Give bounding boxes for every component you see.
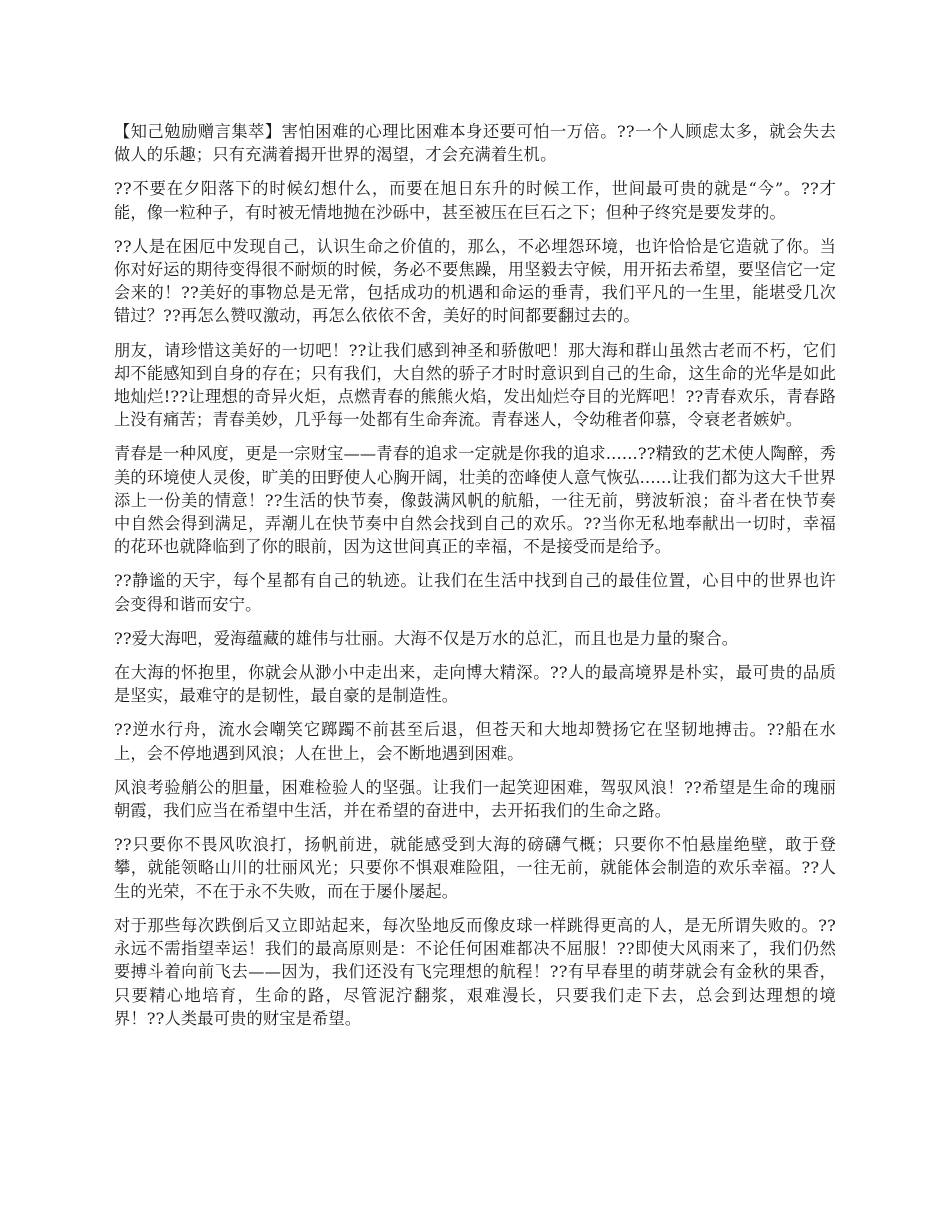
paragraph: ??只要你不畏风吹浪打，扬帆前进，就能感受到大海的磅礴气概；只要你不怕悬崖绝壁，敢于登攀，就能领略山川的壮丽风光；只要你不惧艰难险阻，一往无前，就能体会制造的欢乐幸福。??人生的光荣，不在于永不失败，而在于屡仆屡起。 (114, 835, 836, 901)
paragraph: ??不要在夕阳落下的时候幻想什么，而要在旭日东升的时候工作，世间最可贵的就是“今”。??才能，像一粒种子，有时被无情地抛在沙砾中，甚至被压在巨石之下；但种子终究是要发芽的。 (114, 179, 836, 222)
paragraph: 风浪考验艄公的胆量，困难检验人的坚强。让我们一起笑迎困难，驾驭风浪！??希望是生命的瑰丽朝霞，我们应当在希望中生活，并在希望的奋进中，去开拓我们的生命之路。 (114, 777, 836, 821)
paragraph: ??爱大海吧，爱海蕴藏的雄伟与壮丽。大海不仅是万水的总汇，而且也是力量的聚合。 (114, 628, 739, 648)
paragraph: 对于那些每次跌倒后又立即站起来，每次坠地反而像皮球一样跳得更高的人，是无所谓失败的。??永远不需指望幸运！我们的最高原则是：不论任何困难都决不屈服！??即使大风雨来了，我们仍然要搏斗着向前飞去——因为，我们还没有飞完理想的航程！??有早春里的萌芽就会有金秋的果香，只要精心地培育，生命的路，尽管泥泞翻浆，艰难漫长，只要我们走下去，总会到达理想的境界！??人类最可贵的财宝是希望。 (114, 915, 836, 1028)
paragraph: ??逆水行舟，流水会嘲笑它踯躅不前甚至后退，但苍天和大地却赞扬它在坚韧地搏击。??船在水上，会不停地遇到风浪；人在世上，会不断地遇到困难。 (114, 720, 836, 763)
paragraph: 在大海的怀抱里，你就会从渺小中走出来，走向博大精深。??人的最高境界是朴实，最可贵的品质是坚实，最难守的是韧性，最自豪的是制造性。 (114, 663, 836, 706)
document-body (114, 120, 836, 1041)
paragraph: ??静谧的天宇，每个星都有自己的轨迹。让我们在生活中找到自己的最佳位置，心目中的世界也许会变得和谐而安宁。 (114, 571, 836, 614)
paragraph: 【知己勉励赠言集萃】害怕困难的心理比困难本身还要可怕一万倍。??一个人顾虑太多，就会失去做人的乐趣；只有充满着揭开世界的渴望，才会充满着生机。 (114, 122, 836, 165)
paragraph: 青春是一种风度，更是一宗财宝——青春的追求一定就是你我的追求......??精致的艺术使人陶醉，秀美的环境使人灵俊，旷美的田野使人心胸开阔，壮美的峦峰使人意气恢弘......让我们都为这大千世界添上一份美的情意！??生活的快节奏，像鼓满风帆的航船，一往无前，劈波斩浪；奋斗者在快节奏中自然会得到满足，弄潮儿在快节奏中自然会找到自己的欢乐。??当你无私地奉献出一切时，幸福的花环也就降临到了你的眼前，因为这世间真正的幸福，不是接受而是给予。 (114, 444, 836, 557)
paragraph: 朋友，请珍惜这美好的一切吧！??让我们感到神圣和骄傲吧！那大海和群山虽然古老而不朽，它们却不能感知到自身的存在；只有我们，大自然的骄子才时时意识到自己的生命，这生命的光华是如此地灿烂!??让理想的奇异火炬，点燃青春的熊熊火焰，发出灿烂夺目的光辉吧！??青春欢乐，青春路上没有痛苦；青春美妙，几乎每一处都有生命奔流。青春迷人，令幼稚者仰慕，令衰老者嫉妒。 (114, 340, 836, 430)
paragraph: ??人是在困厄中发现自己，认识生命之价值的，那么，不必埋怨环境，也许恰恰是它造就了你。当你对好运的期待变得很不耐烦的时候，务必不要焦躁，用坚毅去守候，用开拓去希望，要坚信它一定会来的！??美好的事物总是无常，包括成功的机遇和命运的垂青，我们平凡的一生里，能堪受几次错过？??再怎么赞叹激动，再怎么依依不舍，美好的时间都要翻过去的。 (114, 236, 836, 326)
